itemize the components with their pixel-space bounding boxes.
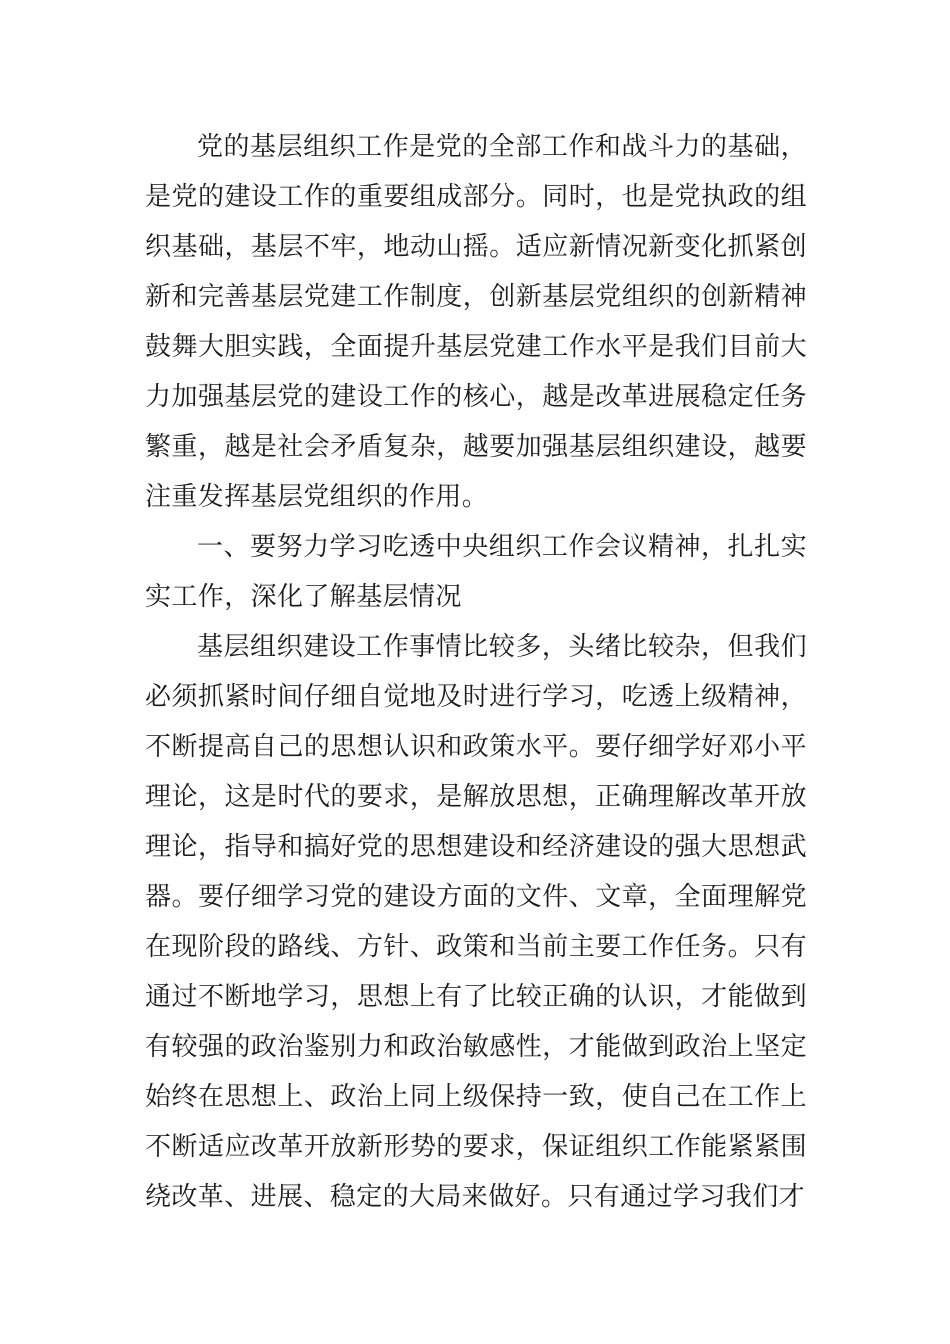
paragraph-section-1: 基层组织建设工作事情比较多，头绪比较杂，但我们必须抓紧时间仔细自觉地及时进行学习，吃透上级精神，不断提高自己的思想认识和政策水平。要仔细学好邓小平理论，这是时代的要求，是解放思想，正确理解改革开放理论，指导和搞好党的思想建设和经济建设的强大思想武器。要仔细学习党的建设方面的文件、文章，全面理解党在现阶段的路线、方针、政策和当前主要工作任务。只有通过不断地学习，思想上有了比较正确的认识，才能做到有较强的政治鉴别力和政治敏感性，才能做到政治上坚定始终在思想上、政治上同上级保持一致，使自己在工作上不断适应改革开放新形势的要求，保证组织工作能紧紧围绕改革、进展、稳定的大局来做好。只有通过学习我们才 xyxy=(145,632,807,1212)
paragraph-intro: 党的基层组织工作是党的全部工作和战斗力的基础，是党的建设工作的重要组成部分。同时，也是党执政的组织基础，基层不牢，地动山摇。适应新情况新变化抓紧创新和完善基层党建工作制度，创新基层党组织的创新精神鼓舞大胆实践，全面提升基层党建工作水平是我们目前大力加强基层党的建设工作的核心，越是改革进展稳定任务繁重，越是社会矛盾复杂，越要加强基层组织建设，越要注重发挥基层党组织的作用。 xyxy=(145,132,807,512)
document-body xyxy=(145,122,807,1222)
section-heading-1: 一、要努力学习吃透中央组织工作会议精神，扎扎实实工作，深化了解基层情况 xyxy=(145,532,807,612)
